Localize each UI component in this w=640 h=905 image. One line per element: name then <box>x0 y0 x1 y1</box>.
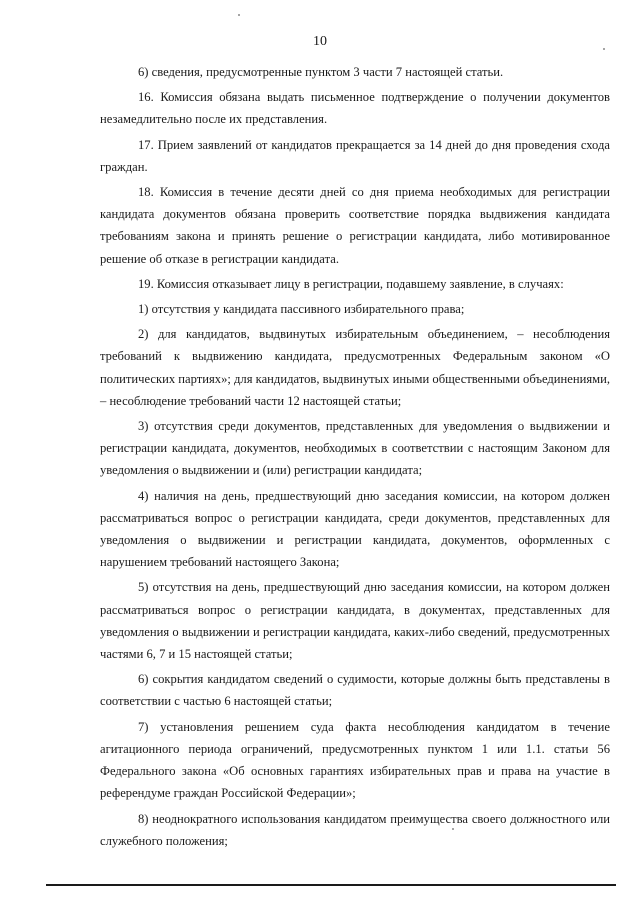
scan-speck <box>603 48 605 50</box>
paragraph-6-info: 6) сведения, предусмотренные пунктом 3 части 7 настоящей статьи. <box>138 65 504 79</box>
list-item-5: 5) отсутствия на день, предшествующий дню заседания комиссии, на котором должен рассматриваться вопрос о регистрации кандидата, в документах, представленных для уведомления о выдвижении и регистрации кандидата, каких-либо сведений, предусмотренных частями 6, 7 и 15 настоящей статьи; <box>100 580 610 662</box>
list-item-2: 2) для кандидатов, выдвинутых избирательным объединением, – несоблюдения требований к выдвижению кандидата, предусмотренных Федеральным законом «О политических партиях»; для кандидатов, выдвинутых иными общественными объединениями, – несоблюдение требований части 12 настоящей статьи; <box>100 327 610 408</box>
list-item-6: 6) сокрытия кандидатом сведений о судимости, которые должны быть представлены в соответствии с частью 6 настоящей статьи; <box>100 672 610 709</box>
paragraph-18: 18. Комиссия в течение десяти дней со дня приема необходимых для регистрации кандидата документов обязана проверить соответствие порядка выдвижения кандидата требованиям закона и принять решение о регистрации кандидата, либо мотивированное решение об отказе в регистрации кандидата. <box>100 185 610 266</box>
scan-speck <box>238 14 240 16</box>
list-item-1: 1) отсутствия у кандидата пассивного избирательного права; <box>138 302 465 317</box>
list-item-3: 3) отсутствия среди документов, представленных для уведомления о выдвижении и регистрации кандидата, документов, необходимых в соответствии с настоящим Законом для уведомления о выдвижении и (или) регистрации кандидата; <box>100 419 610 478</box>
document-body <box>100 61 610 852</box>
list-item-4: 4) наличия на день, предшествующий дню заседания комиссии, на котором должен рассматриваться вопрос о регистрации кандидата, среди документов, представленных для уведомления о выдвижении и регистрации кандидата, документов, оформленных с нарушением требований настоящего Закона; <box>100 488 610 570</box>
list-item-7: 7) установления решением суда факта несоблюдения кандидатом в течение агитационного периода ограничений, предусмотренных пунктом 1 или 1.1. статьи 56 Федерального закона «Об основных гарантиях избирательных прав и права на участие в референдуме граждан Российской Федерации»; <box>100 719 610 801</box>
page-number: 10 <box>313 34 327 49</box>
scan-speck <box>452 828 454 830</box>
paragraph-17: 17. Прием заявлений от кандидатов прекращается за 14 дней до дня проведения схода граждан. <box>100 137 610 174</box>
paragraph-16: 16. Комиссия обязана выдать письменное подтверждение о получении документов незамедлительно после их представления. <box>100 90 610 127</box>
paragraph-19: 19. Комиссия отказывает лицу в регистрации, подавшему заявление, в случаях: <box>138 276 564 291</box>
bottom-border-line <box>46 884 616 886</box>
list-item-8: 8) неоднократного использования кандидатом преимущества своего должностного или служебного положения; <box>100 811 610 848</box>
